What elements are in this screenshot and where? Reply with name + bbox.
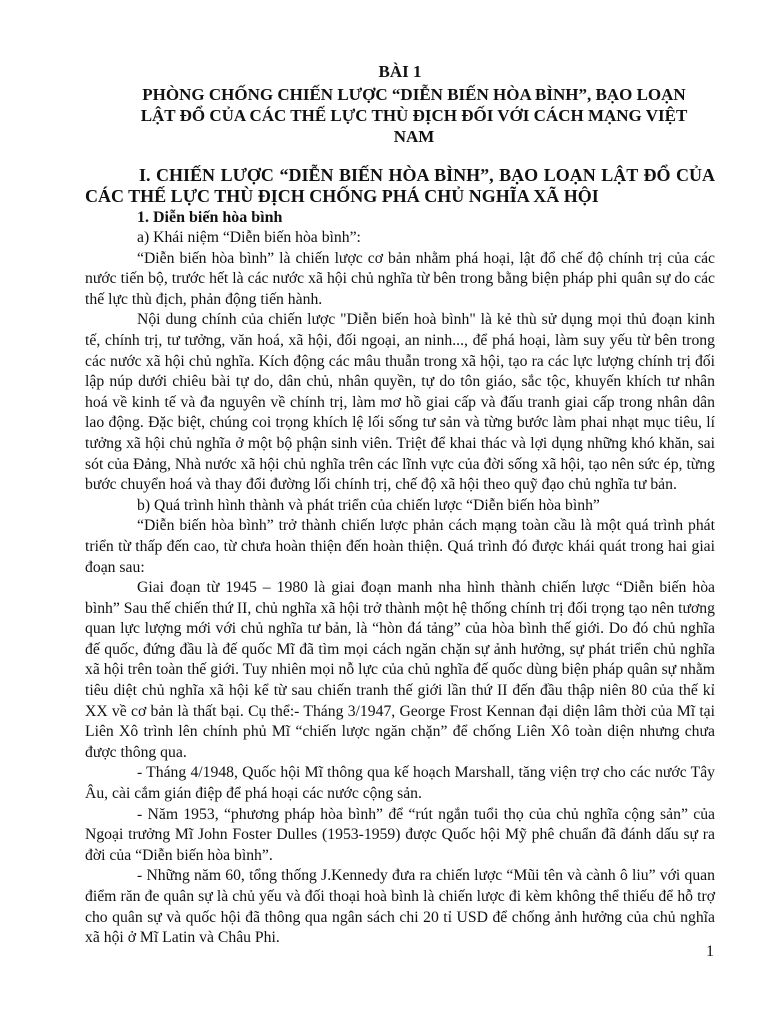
paragraph-1953: - Năm 1953, “phương pháp hòa bình” để “rút ngắn tuổi thọ của chủ nghĩa cộng sản” của Ngoại trưởng Mĩ John Foster Dulles (1953-1959) được Quốc hội Mỹ phê chuẩn đã đánh dấu sự ra đời của “Diễn biến hòa bình”.: [85, 805, 715, 864]
paragraph-1960s: - Những năm 60, tổng thống J.Kennedy đưa ra chiến lược “Mũi tên và cành ô liu” với quan điểm răn đe quân sự là chủ yếu và đối thoại hoà bình là chiến lược đi kèm không thể thiếu để hỗ trợ cho quân sự và quốc hội đã thông qua ngân sách chi 20 tỉ USD để chống ảnh hưởng của chủ nghĩa xã hội ở Mĩ Latin và Châu Phi.: [85, 867, 715, 947]
paragraph-main-content: Nội dung chính của chiến lược "Diễn biến hoà bình" là kẻ thù sử dụng mọi thủ đoạn kinh tế, chính trị, tư tưởng, văn hoá, xã hội, đối ngoại, an ninh..., để phá hoại, làm suy yếu từ bên trong các nước xã hội chủ nghĩa. Kích động các mâu thuẫn trong xã hội, tạo ra các lực lượng chính trị đối lập núp dưới chiêu bài tự do, dân chủ, nhân quyền, tự do tôn giáo, sắc tộc, khuyến khích tư nhân hoá về kinh tế và đa nguyên về chính trị, làm mơ hồ giai cấp và đấu tranh giai cấp trong nhân dân lao động. Đặc biệt, chúng coi trọng khích lệ lối sống tư sản và từng bước làm phai nhạt mục tiêu, lí tưởng xã hội chủ nghĩa ở một bộ phận sinh viên. Triệt để khai thác và lợi dụng những khó khăn, sai sót của Đảng, Nhà nước xã hội chủ nghĩa trên các lĩnh vực của đời sống xã hội, tạo nên sức ép, từng bước chuyển hoá và thay đổi đường lối chính trị, chế độ xã hội theo quỹ đạo chủ nghĩa tư bản.: [85, 311, 715, 494]
paragraph-definition-label: a) Khái niệm “Diễn biến hòa bình”:: [137, 229, 361, 246]
subsection-heading: 1. Diễn biến hòa bình: [137, 209, 283, 226]
document-page: [85, 62, 715, 1012]
page-number: 1: [706, 943, 714, 960]
paragraph-1948: - Tháng 4/1948, Quốc hội Mĩ thông qua kế hoạch Marshall, tăng viện trợ cho các nước Tây Âu, cài cắm gián điệp để phá hoại các nước cộng sản.: [85, 764, 715, 803]
lesson-number: BÀI 1: [378, 62, 422, 81]
paragraph-formation-intro: “Diễn biến hòa bình” trở thành chiến lược phản cách mạng toàn cầu là một quá trình phát triển từ thấp đến cao, từ chưa hoàn thiện đến hoàn thiện. Quá trình đó được khái quát trong hai giai đoạn sau:: [85, 517, 715, 576]
paragraph-period-1945-1980: Giai đoạn từ 1945 – 1980 là giai đoạn manh nha hình thành chiến lược “Diễn biến hòa bình” Sau thế chiến thứ II, chủ nghĩa xã hội trở thành một hệ thống chính trị đối trọng tạo nên tương quan lực lượng mới với chủ nghĩa tư bản, là “hòn đá tảng” của hòa bình thế giới. Do đó chủ nghĩa đế quốc, đứng đầu là đế quốc Mĩ đã tìm mọi cách ngăn chặn sự ảnh hưởng, sự phát triển chủ nghĩa xã hội trên toàn thế giới. Tuy nhiên mọi nỗ lực của chủ nghĩa đế quốc dùng biện pháp quân sự nhằm tiêu diệt chủ nghĩa xã hội kể từ sau chiến tranh thế giới lần thứ II đến đầu thập niên 80 của thế kỉ XX về cơ bản là thất bại. Cụ thể:- Tháng 3/1947, George Frost Kennan đại diện lâm thời của Mĩ tại Liên Xô trình lên chính phủ Mĩ “chiến lược ngăn chặn” để chống Liên Xô toàn diện nhưng chưa được thông qua.: [85, 579, 715, 761]
section-heading: I. CHIẾN LƯỢC “DIỄN BIẾN HÒA BÌNH”, BẠO LOẠN LẬT ĐỔ CỦA CÁC THẾ LỰC THÙ ĐỊCH CHỐNG PHÁ CHỦ NGHĨA XÃ HỘI: [85, 165, 715, 206]
lesson-title: PHÒNG CHỐNG CHIẾN LƯỢC “DIỄN BIẾN HÒA BÌNH”, BẠO LOẠN LẬT ĐỔ CỦA CÁC THẾ LỰC THÙ ĐỊCH ĐỐI VỚI CÁCH MẠNG VIỆT NAM: [140, 85, 688, 146]
paragraph-definition: “Diễn biến hòa bình” là chiến lược cơ bản nhằm phá hoại, lật đổ chế độ chính trị của các nước tiến bộ, trước hết là các nước xã hội chủ nghĩa từ bên trong bằng biện pháp phi quân sự do các thế lực thù địch, phản động tiến hành.: [85, 249, 715, 308]
paragraph-formation-label: b) Quá trình hình thành và phát triển của chiến lược “Diễn biến hòa bình”: [137, 496, 600, 514]
